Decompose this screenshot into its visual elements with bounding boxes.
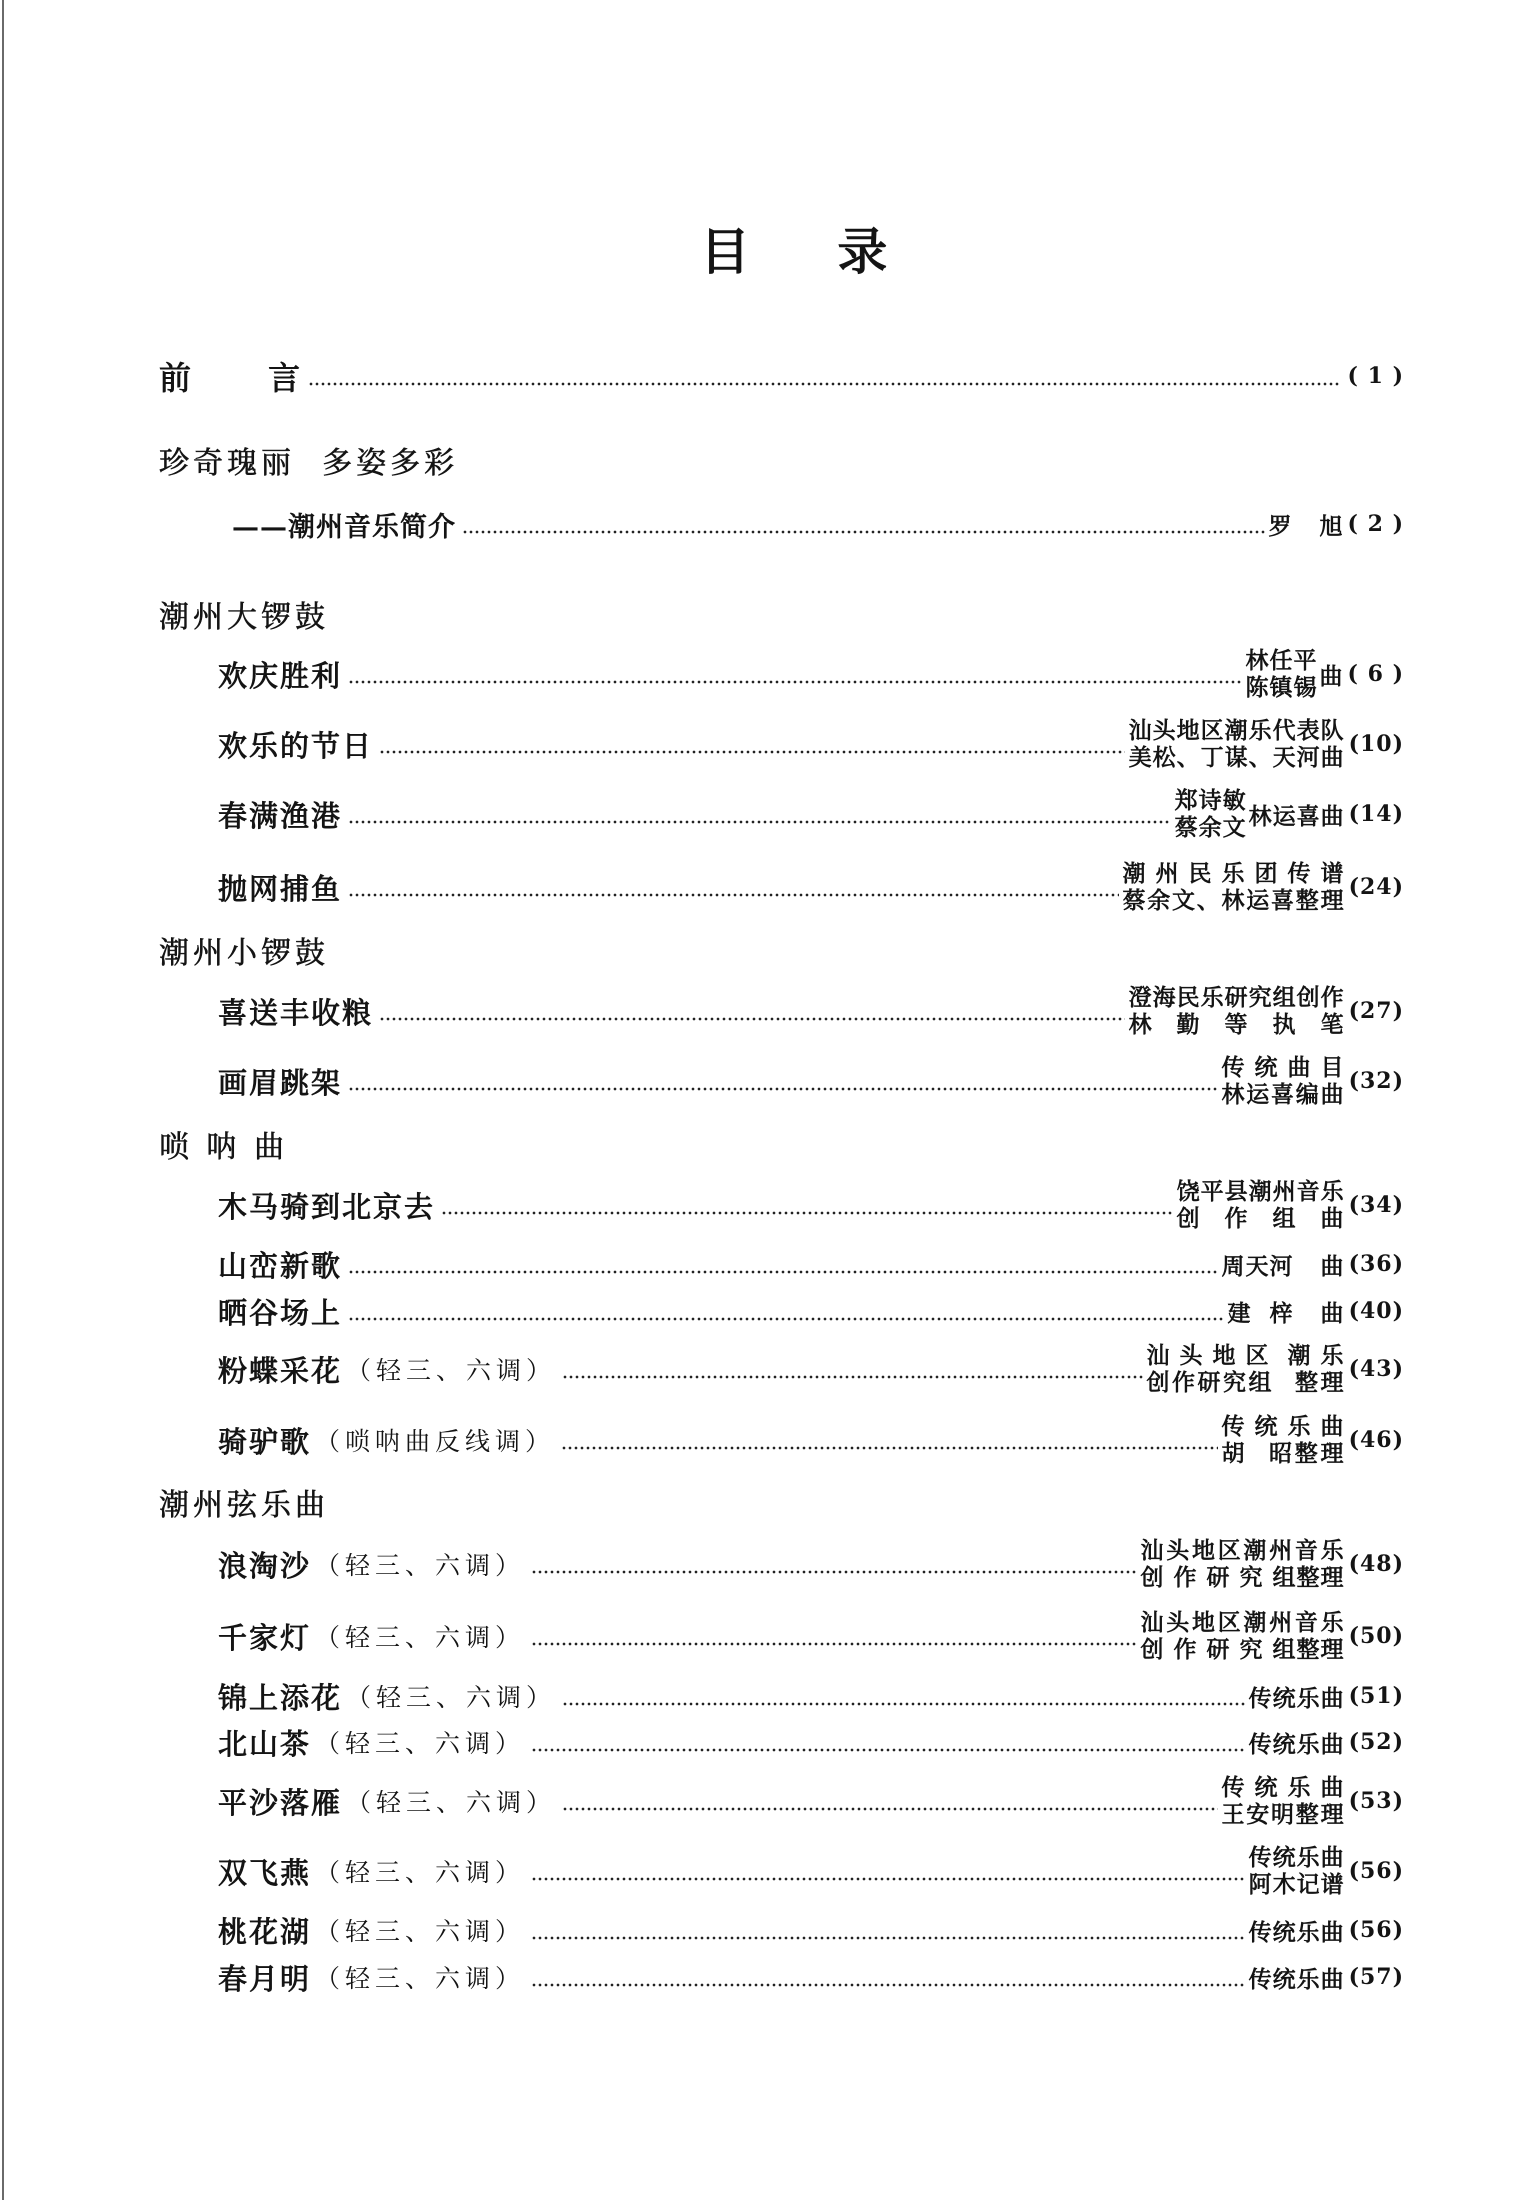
credit-line: 王安明整理 <box>1221 1801 1345 1828</box>
toc-entry <box>0 1405 1528 1475</box>
credit-line: 周天河 曲 <box>1221 1252 1345 1280</box>
page-number: (57) <box>1348 1964 1404 1990</box>
entry-key-note: （轻三、六调） <box>315 1551 526 1580</box>
entry-title: 欢乐的节日 <box>218 728 374 763</box>
entry-title: 平沙落雁 <box>218 1785 343 1820</box>
page-number: (56) <box>1348 1917 1404 1943</box>
page-number: (14) <box>1348 801 1404 827</box>
credit-line: 传 统 曲 目 <box>1221 1054 1345 1081</box>
entry-title: 木马骑到北京去 <box>218 1189 436 1224</box>
page-number: (32) <box>1348 1068 1404 1094</box>
credit-lines <box>1246 647 1318 701</box>
entry-credit <box>1141 1537 1345 1591</box>
credit-line: 创 作 研 究 组整理 <box>1140 1564 1345 1591</box>
credit-suffix: 林运喜曲 <box>1248 802 1345 830</box>
credit-line: 美松、丁谋、天河曲 <box>1128 744 1345 771</box>
entry-credit <box>1228 1295 1345 1328</box>
page-number: (46) <box>1348 1427 1404 1453</box>
credit-line: 创作研究组 整理 <box>1146 1369 1345 1396</box>
dot-leader <box>562 1702 1245 1706</box>
dot-leader <box>441 1211 1173 1215</box>
credit-line: 澄海民乐研究组创作 <box>1128 984 1345 1011</box>
entry-title: 画眉跳架 <box>218 1065 343 1100</box>
entry-title: 喜送丰收粮 <box>218 995 374 1030</box>
credit-line: 阿木记谱 <box>1248 1871 1345 1898</box>
credit-lines <box>1123 860 1345 914</box>
section-heading <box>0 915 1528 985</box>
credit-line: 传统乐曲 <box>1248 1730 1345 1758</box>
entry-title: 潮州大锣鼓 <box>159 600 329 635</box>
credit-line: 罗 旭 <box>1268 512 1344 540</box>
page-number: ( 1 ) <box>1347 363 1404 389</box>
dot-leader <box>531 1936 1245 1940</box>
entry-title: 前 言 <box>159 359 303 397</box>
credit-lines <box>1177 1178 1345 1232</box>
entry-title: 春满渔港 <box>218 798 343 833</box>
entry-credit <box>1222 1054 1345 1108</box>
credit-line: 创 作 研 究 组整理 <box>1140 1636 1345 1663</box>
dot-leader <box>562 1375 1142 1379</box>
dot-leader <box>531 1570 1137 1574</box>
subtitle-entry <box>0 489 1528 559</box>
entry-title: 唢 呐 曲 <box>159 1130 289 1165</box>
preface-entry <box>0 341 1528 411</box>
toc-entry <box>0 1529 1528 1599</box>
dot-leader <box>462 530 1265 534</box>
entry-key-note: （轻三、六调） <box>315 1729 526 1758</box>
entry-credit <box>1249 1844 1345 1898</box>
dot-leader <box>348 1317 1224 1321</box>
credit-line: 汕 头 地 区 潮 乐 <box>1146 1342 1345 1369</box>
dot-leader <box>348 820 1171 824</box>
page-number: ( 6 ) <box>1347 661 1404 687</box>
toc-entry <box>0 639 1528 709</box>
page-title: 目 录 <box>700 222 888 281</box>
dot-leader <box>562 1807 1218 1811</box>
entry-title: 骑驴歌 <box>218 1424 312 1459</box>
page-number: (56) <box>1348 1858 1404 1884</box>
entry-credit <box>1246 647 1344 701</box>
entry-credit <box>1147 1342 1345 1396</box>
toc-entry <box>0 779 1528 849</box>
dot-leader <box>379 750 1125 754</box>
entry-title: ——潮州音乐简介 <box>232 511 456 543</box>
dot-leader <box>348 680 1242 684</box>
credit-line: 林运喜编曲 <box>1221 1081 1345 1108</box>
entry-title: 锦上添花 <box>218 1680 343 1715</box>
entry-credit <box>1249 1726 1345 1759</box>
toc-entry <box>0 1334 1528 1404</box>
credit-lines <box>1129 717 1345 771</box>
section-heading <box>0 425 1528 495</box>
credit-lines <box>1222 1774 1345 1828</box>
entry-title: 晒谷场上 <box>218 1295 343 1330</box>
toc-entry <box>0 709 1528 779</box>
credit-lines <box>1249 1844 1345 1898</box>
toc-entry <box>0 976 1528 1046</box>
entry-title: 春月明 <box>218 1961 312 1996</box>
page-number: (27) <box>1348 998 1404 1024</box>
toc-entry <box>0 852 1528 922</box>
entry-title: 山峦新歌 <box>218 1248 343 1283</box>
entry-credit <box>1222 1774 1345 1828</box>
dot-leader <box>348 893 1119 897</box>
dot-leader <box>531 1748 1245 1752</box>
page-number: (24) <box>1348 874 1404 900</box>
entry-title: 桃花湖 <box>218 1914 312 1949</box>
entry-credit <box>1129 717 1345 771</box>
credit-line: 陈镇锡 <box>1245 674 1318 701</box>
credit-line: 郑诗敏 <box>1174 787 1247 814</box>
entry-title: 欢庆胜利 <box>218 658 343 693</box>
credit-line: 传统乐曲 <box>1248 1918 1345 1946</box>
entry-credit <box>1175 787 1345 841</box>
credit-lines <box>1222 1413 1345 1467</box>
entry-key-note: （轻三、六调） <box>315 1964 526 1993</box>
page-number: (10) <box>1348 731 1404 757</box>
entry-key-note: （轻三、六调） <box>346 1683 557 1712</box>
credit-line: 胡 昭整理 <box>1221 1440 1345 1467</box>
page-number: (53) <box>1348 1788 1404 1814</box>
credit-line: 传 统 乐 曲 <box>1221 1413 1345 1440</box>
dot-leader <box>379 1017 1125 1021</box>
credit-line: 创 作 组 曲 <box>1176 1205 1345 1232</box>
credit-line: 建 梓 曲 <box>1227 1299 1345 1327</box>
credit-lines <box>1129 984 1345 1038</box>
page-number: (50) <box>1348 1623 1404 1649</box>
credit-line: 传统乐曲 <box>1248 1965 1345 1993</box>
entry-key-note: （轻三、六调） <box>346 1788 557 1817</box>
page-number: (34) <box>1348 1192 1404 1218</box>
entry-title: 千家灯 <box>218 1620 312 1655</box>
entry-title: 北山茶 <box>218 1726 312 1761</box>
entry-title: 粉蝶采花 <box>218 1353 343 1388</box>
entry-key-note: （唢呐曲反线调） <box>315 1427 556 1456</box>
page-number: ( 2 ) <box>1347 511 1404 537</box>
credit-line: 蔡余文 <box>1174 814 1247 841</box>
credit-line: 汕头地区潮乐代表队 <box>1128 717 1345 744</box>
credit-line: 传统乐曲 <box>1248 1844 1345 1871</box>
entry-key-note: （轻三、六调） <box>315 1858 526 1887</box>
toc-entry <box>0 1766 1528 1836</box>
dot-leader <box>531 1642 1137 1646</box>
entry-title: 珍奇瑰丽 多姿多彩 <box>159 446 459 481</box>
entry-credit <box>1177 1178 1345 1232</box>
credit-lines <box>1141 1609 1345 1663</box>
entry-title: 双飞燕 <box>218 1855 312 1890</box>
entry-credit <box>1222 1413 1345 1467</box>
page-number: (40) <box>1348 1298 1404 1324</box>
credit-line: 林 勤 等 执 笔 <box>1128 1011 1345 1038</box>
credit-line: 汕头地区潮州音乐 <box>1140 1537 1345 1564</box>
page-number: (51) <box>1348 1683 1404 1709</box>
entry-credit <box>1129 984 1345 1038</box>
entry-title: 潮州弦乐曲 <box>159 1488 329 1523</box>
credit-lines <box>1141 1537 1345 1591</box>
page-number: (48) <box>1348 1551 1404 1577</box>
toc-entry <box>0 1942 1528 2012</box>
credit-line: 林任平 <box>1245 647 1318 674</box>
credit-lines <box>1222 1054 1345 1108</box>
dot-leader <box>561 1446 1218 1450</box>
credit-lines <box>1147 1342 1345 1396</box>
credit-line: 传统乐曲 <box>1248 1684 1345 1712</box>
credit-line: 潮 州 民 乐 团 传 谱 <box>1122 860 1345 887</box>
section-heading <box>0 1109 1528 1179</box>
dot-leader <box>531 1983 1245 1987</box>
dot-leader <box>348 1270 1218 1274</box>
entry-key-note: （轻三、六调） <box>315 1623 526 1652</box>
credit-suffix: 曲 <box>1319 662 1344 690</box>
entry-credit <box>1269 508 1344 541</box>
entry-credit <box>1141 1609 1345 1663</box>
credit-line: 汕头地区潮州音乐 <box>1140 1609 1345 1636</box>
entry-credit <box>1123 860 1345 914</box>
page-number: (36) <box>1348 1251 1404 1277</box>
credit-lines <box>1175 787 1247 841</box>
entry-key-note: （轻三、六调） <box>346 1356 557 1385</box>
credit-line: 饶平县潮州音乐 <box>1176 1178 1345 1205</box>
section-heading <box>0 1467 1528 1537</box>
entry-title: 浪淘沙 <box>218 1548 312 1583</box>
dot-leader <box>308 382 1339 386</box>
entry-title: 抛网捕鱼 <box>218 871 343 906</box>
dot-leader <box>531 1877 1245 1881</box>
page-number: (52) <box>1348 1729 1404 1755</box>
dot-leader <box>348 1087 1218 1091</box>
credit-line: 蔡余文、林运喜整理 <box>1122 887 1345 914</box>
credit-line: 传 统 乐 曲 <box>1221 1774 1345 1801</box>
toc-entry <box>0 1046 1528 1116</box>
entry-title: 潮州小锣鼓 <box>159 936 329 971</box>
entry-key-note: （轻三、六调） <box>315 1917 526 1946</box>
entry-credit <box>1249 1961 1345 1994</box>
page-number: (43) <box>1348 1356 1404 1382</box>
